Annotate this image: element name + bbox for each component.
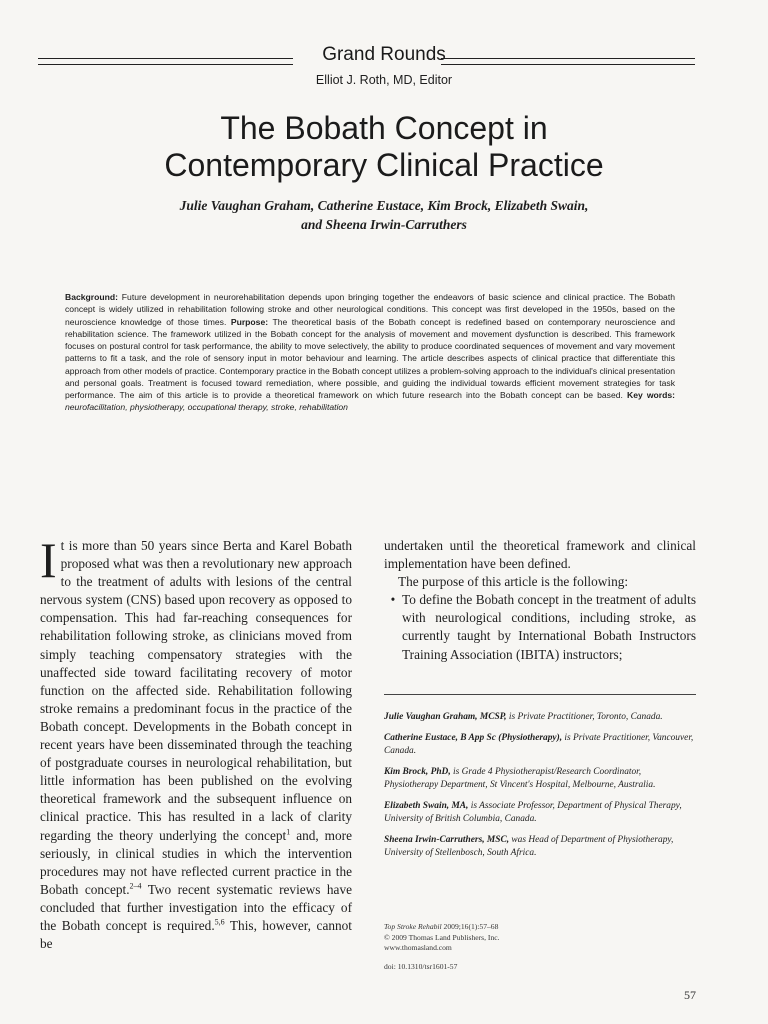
- journal-citation: [384, 922, 696, 933]
- copyright-line: © 2009 Thomas Land Publishers, Inc.: [384, 932, 500, 942]
- list-item: [384, 591, 696, 663]
- body-text-4: This, however, cannot be: [40, 917, 352, 952]
- affiliation-desc: is Private Practitioner, Toronto, Canada.: [506, 712, 663, 722]
- affiliation-1: [384, 711, 696, 724]
- citation-superscript-2: 2–4: [129, 881, 142, 891]
- doi-line: doi: 10.1310/tsr1601-57: [384, 961, 458, 971]
- article-title: [0, 110, 768, 184]
- affiliation-2: [384, 732, 696, 758]
- abstract-background-text: Future development in neurorehabilitation depends upon bringing together the endeavors of basic science and clinical practice. The Bobath concept is widely utilized in rehabilitation following stroke and other neurological conditions. This concept was first developed in the 1950s, based on the neuroscience knowledge of those times.: [65, 292, 675, 327]
- abstract-keywords-text: neurofacilitation, physiotherapy, occupational therapy, stroke, rehabilitation: [65, 402, 348, 413]
- body-left-column: [40, 532, 353, 953]
- author-line-2: and Sheena Irwin-Carruthers: [301, 217, 467, 232]
- citation-superscript-3: 5,6: [214, 917, 225, 927]
- publisher-url: www.thomasland.com: [384, 943, 452, 952]
- abstract-keywords-label: Key words:: [626, 390, 676, 400]
- affiliation-divider: [384, 694, 696, 695]
- abstract-purpose-text: The theoretical basis of the Bobath concept is redefined based on contemporary neuroscience and rehabilitation science. The framework utilized in the Bobath concept for the analysis of movement and movement dysfunction is described. This framework focuses on postural control for task performance, the ability to move selectively, the ability to produce coordinated sequences of movement and vary movement patterns to fit a task, and the role of sensory input in motor behaviour and learning. The article describes aspects of clinical practice that differentiate this approach from other models of practice. Contemporary practice in the Bobath concept utilizes a problem-solving approach to the individual's clinical presentation and personal goals. Treatment is focused toward remediation, where possible, and guiding the individual towards efficient movement strategies for task performance. The aim of this article is to provide a theoretical framework on which future research into the Bobath concept can be based.: [65, 316, 675, 400]
- right-paragraph-2: The purpose of this article is the following:: [398, 574, 629, 590]
- affiliation-desc: is Private Practitioner, Vancouver, Canada.: [384, 733, 694, 756]
- drop-cap: I: [40, 532, 57, 588]
- page-number: 57: [684, 988, 696, 1002]
- article-title-line-1: The Bobath Concept in: [220, 110, 548, 146]
- body-right-column: [384, 537, 696, 664]
- affiliation-4: [384, 800, 696, 826]
- editor-line: Elliot J. Roth, MD, Editor: [315, 73, 453, 87]
- author-list: [0, 196, 768, 234]
- journal-name: Top Stroke Rehabil: [384, 922, 442, 931]
- body-text-1: t is more than 50 years since Berta and Karel Bobath proposed what was then a revolutionary new approach to the treatment of adults with lesions of the central nervous system (CNS) based upon recovery as opposed to compensation. This had far-reaching consequences for rehabilitation following stroke, as clinicians moved from simply teaching compensatory strategies with the unaffected side toward facilitating recovery of motor function on the affected side. Rehabilitation following stroke remains a predominant focus in the practice of the Bobath concept. Developments in the Bobath concept in recent years have been disseminated through the teaching of postgraduate courses in neurological rehabilitation, but little information has been published on the evolving theoretical framework and the subsequent influence on clinical practice. This has resulted in a lack of clarity regarding the theory underlying the concept: [40, 538, 352, 843]
- body-text-2: and, more seriously, in clinical studies in which the intervention procedures may not have reflected current practice in the Bobath concept.: [40, 827, 353, 897]
- affiliation-desc: was Head of Department of Physiotherapy, University of Stellenbosch, South Africa.: [384, 835, 674, 858]
- abstract-purpose-label: Purpose:: [230, 316, 269, 327]
- right-paragraph-1: undertaken until the theoretical framework and clinical implementation have been defined.: [384, 538, 696, 572]
- affiliation-name: Julie Vaughan Graham, MCSP,: [384, 712, 507, 722]
- list-item-text: To define the Bobath concept in the treatment of adults with neurological conditions, including stroke, as currently taught by International Bobath Instructors Training Association (IBITA) instructors;: [402, 592, 696, 662]
- abstract-background-label: Background:: [65, 292, 118, 302]
- abstract: [65, 291, 675, 414]
- affiliation-3: [384, 766, 696, 792]
- author-line-1: Julie Vaughan Graham, Catherine Eustace, Kim Brock, Elizabeth Swain,: [179, 198, 589, 213]
- citation-superscript-1: 1: [286, 827, 291, 837]
- affiliation-name: Sheena Irwin-Carruthers, MSC,: [384, 835, 510, 845]
- publication-info: [384, 922, 696, 972]
- affiliation-desc: is Associate Professor, Department of Physical Therapy, University of British Columbia, Canada.: [384, 801, 682, 824]
- bullet-icon: •: [390, 592, 396, 608]
- author-affiliations: [384, 711, 696, 868]
- affiliation-name: Catherine Eustace, B App Sc (Physiotherapy),: [384, 733, 563, 743]
- article-title-line-2: Contemporary Clinical Practice: [164, 147, 604, 183]
- affiliation-desc: is Grade 4 Physiotherapist/Research Coordinator, Physiotherapy Department, St Vincent's Hospital, Melbourne, Australia.: [384, 767, 656, 790]
- body-text-3: Two recent systematic reviews have concluded that further investigation into the efficacy of the Bobath concept is required.: [40, 881, 352, 933]
- journal-volume: 2009;16(1):57–68: [441, 922, 499, 931]
- affiliation-5: [384, 834, 696, 860]
- affiliation-name: Elizabeth Swain, MA,: [384, 801, 469, 811]
- affiliation-name: Kim Brock, PhD,: [384, 767, 451, 777]
- section-title: Grand Rounds: [322, 44, 446, 65]
